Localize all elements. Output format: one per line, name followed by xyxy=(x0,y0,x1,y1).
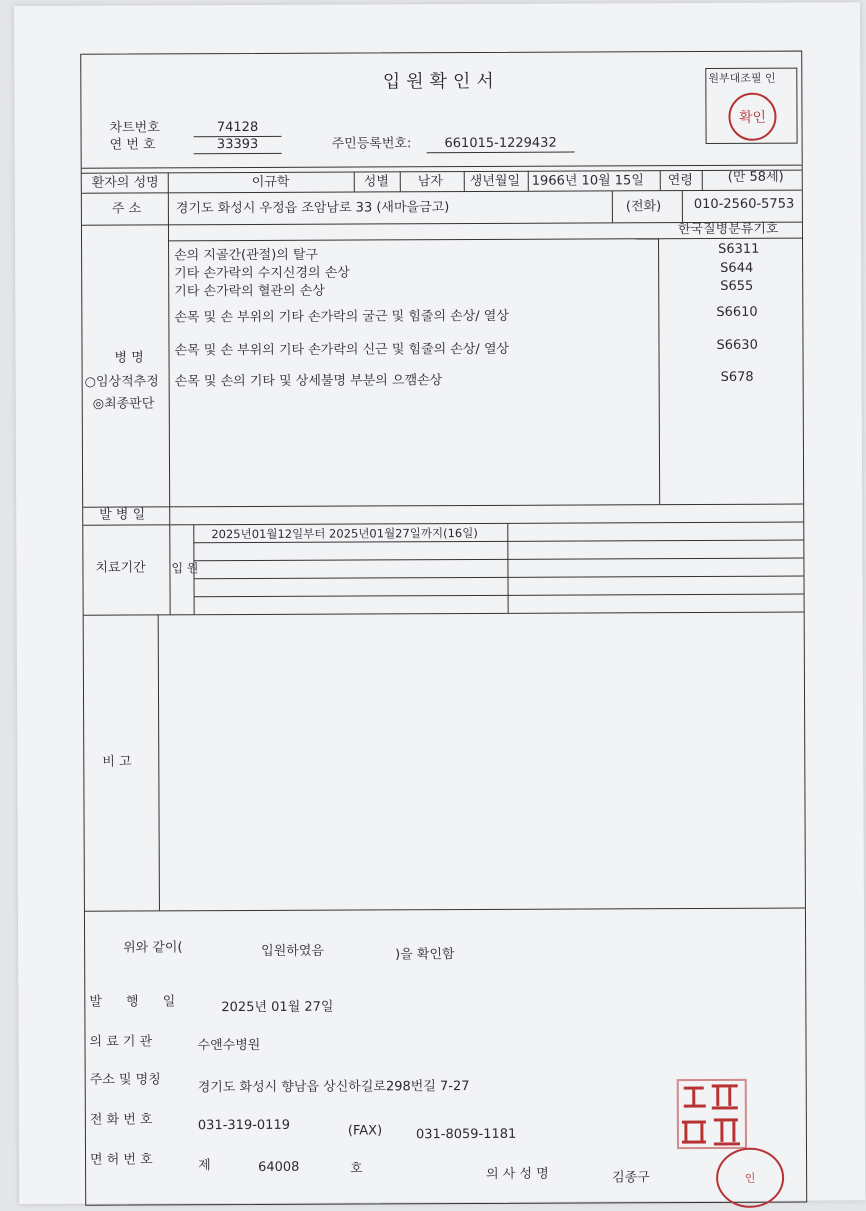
institution-label: 의 료 기 관 xyxy=(89,1034,153,1050)
original-check-box xyxy=(705,68,797,144)
onset-label: 발 병 일 xyxy=(99,507,146,523)
fax-value: 031-8059-1181 xyxy=(415,1126,517,1143)
document-title: 입원확인서 xyxy=(382,70,500,93)
option-final: ◎최종판단 xyxy=(92,396,155,412)
original-check-seal: 확인 xyxy=(728,93,776,141)
license-label: 면 허 번 호 xyxy=(90,1152,153,1168)
dob-value: 1966년 10월 15일 xyxy=(531,173,644,189)
phone-label: (전화) xyxy=(625,199,662,215)
treatment-type: 입 원 xyxy=(171,561,199,576)
hospital-seal xyxy=(672,1074,752,1154)
admission-certificate xyxy=(80,51,807,1206)
dob-label: 생년월일 xyxy=(469,173,521,190)
address-label: 주 소 xyxy=(111,201,142,217)
chart-no-label: 차트번호 xyxy=(109,120,160,136)
doctor-seal xyxy=(716,1148,784,1208)
serial-no-value: 33393 xyxy=(194,137,282,154)
document-paper xyxy=(14,2,865,1204)
chart-no-value: 74128 xyxy=(194,120,282,137)
issue-date-label: 발 행 일 xyxy=(89,994,186,1010)
sex-label: 성별 xyxy=(363,174,389,190)
remarks-label: 비 고 xyxy=(102,754,132,770)
serial-no-label: 연 번 호 xyxy=(109,137,156,153)
patient-name: 이규학 xyxy=(251,174,290,190)
diagnosis-code: S6630 xyxy=(716,337,758,353)
original-check-label: 원부대조필 인 xyxy=(708,71,776,85)
diagnosis-code: S644 xyxy=(720,260,754,276)
confirm-prefix: 위와 같이( xyxy=(123,940,183,956)
age-label: 연령 xyxy=(667,173,693,189)
diagnosis-code: S678 xyxy=(720,369,754,385)
diagnosis-code: S655 xyxy=(720,278,754,294)
resident-no-label: 주민등록번호: xyxy=(331,136,412,152)
confirm-suffix: )을 확인함 xyxy=(395,947,455,963)
inst-address-label: 주소 및 명칭 xyxy=(89,1072,161,1088)
treatment-label: 치료기간 xyxy=(95,560,146,576)
institution-value: 수앤수병원 xyxy=(197,1037,261,1054)
inst-phone: 031-319-0119 xyxy=(197,1117,291,1134)
code-header: 한국질병분류기호 xyxy=(677,221,779,238)
license-no: 64008 xyxy=(258,1159,300,1175)
resident-no-value: 661015-1229432 xyxy=(427,136,575,154)
diagnosis-label: 병 명 xyxy=(114,350,144,366)
sex-value: 남자 xyxy=(417,174,443,190)
inst-phone-label: 전 화 번 호 xyxy=(89,1112,153,1128)
inst-address: 경기도 화성시 향남읍 상신하길로298번길 7-27 xyxy=(197,1079,470,1096)
confirm-middle: 입원하였음 xyxy=(261,943,324,959)
diagnosis-name: 손목 및 손의 기타 및 상세불명 부분의 으깸손상 xyxy=(174,373,443,390)
treatment-period: 2025년01월12일부터 2025년01월27일까지(16일) xyxy=(211,525,478,542)
diagnosis-name: 기타 손가락의 수지신경의 손상 xyxy=(174,265,350,282)
address-value: 경기도 화성시 우정읍 조암남로 33 (새마을금고) xyxy=(175,200,450,217)
diagnosis-name: 손의 지골간(관절)의 탈구 xyxy=(174,247,319,264)
option-clinical: ○임상적추정 xyxy=(84,374,159,390)
issue-date: 2025년 01월 27일 xyxy=(221,999,334,1016)
diagnosis-name: 기타 손가락의 혈관의 손상 xyxy=(174,283,325,300)
diagnosis-name: 손목 및 손 부위의 기타 손가락의 신근 및 힘줄의 손상/ 열상 xyxy=(174,341,510,359)
age-value: (만 58세) xyxy=(727,169,784,185)
phone-value: 010-2560-5753 xyxy=(693,196,795,213)
patient-name-label: 환자의 성명 xyxy=(91,175,159,191)
doctor-label: 의 사 성 명 xyxy=(486,1166,549,1182)
doctor-name: 김종구 xyxy=(612,1170,650,1186)
diagnosis-code: S6311 xyxy=(718,241,760,257)
diagnosis-name: 손목 및 손 부위의 기타 손가락의 굴근 및 힘줄의 손상/ 열상 xyxy=(174,308,509,326)
license-prefix: 제 xyxy=(198,1158,211,1174)
diagnosis-code: S6610 xyxy=(716,304,758,320)
fax-label: (FAX) xyxy=(347,1123,383,1139)
license-suffix: 호 xyxy=(350,1161,363,1177)
seal-mark: 인 xyxy=(744,1171,756,1185)
